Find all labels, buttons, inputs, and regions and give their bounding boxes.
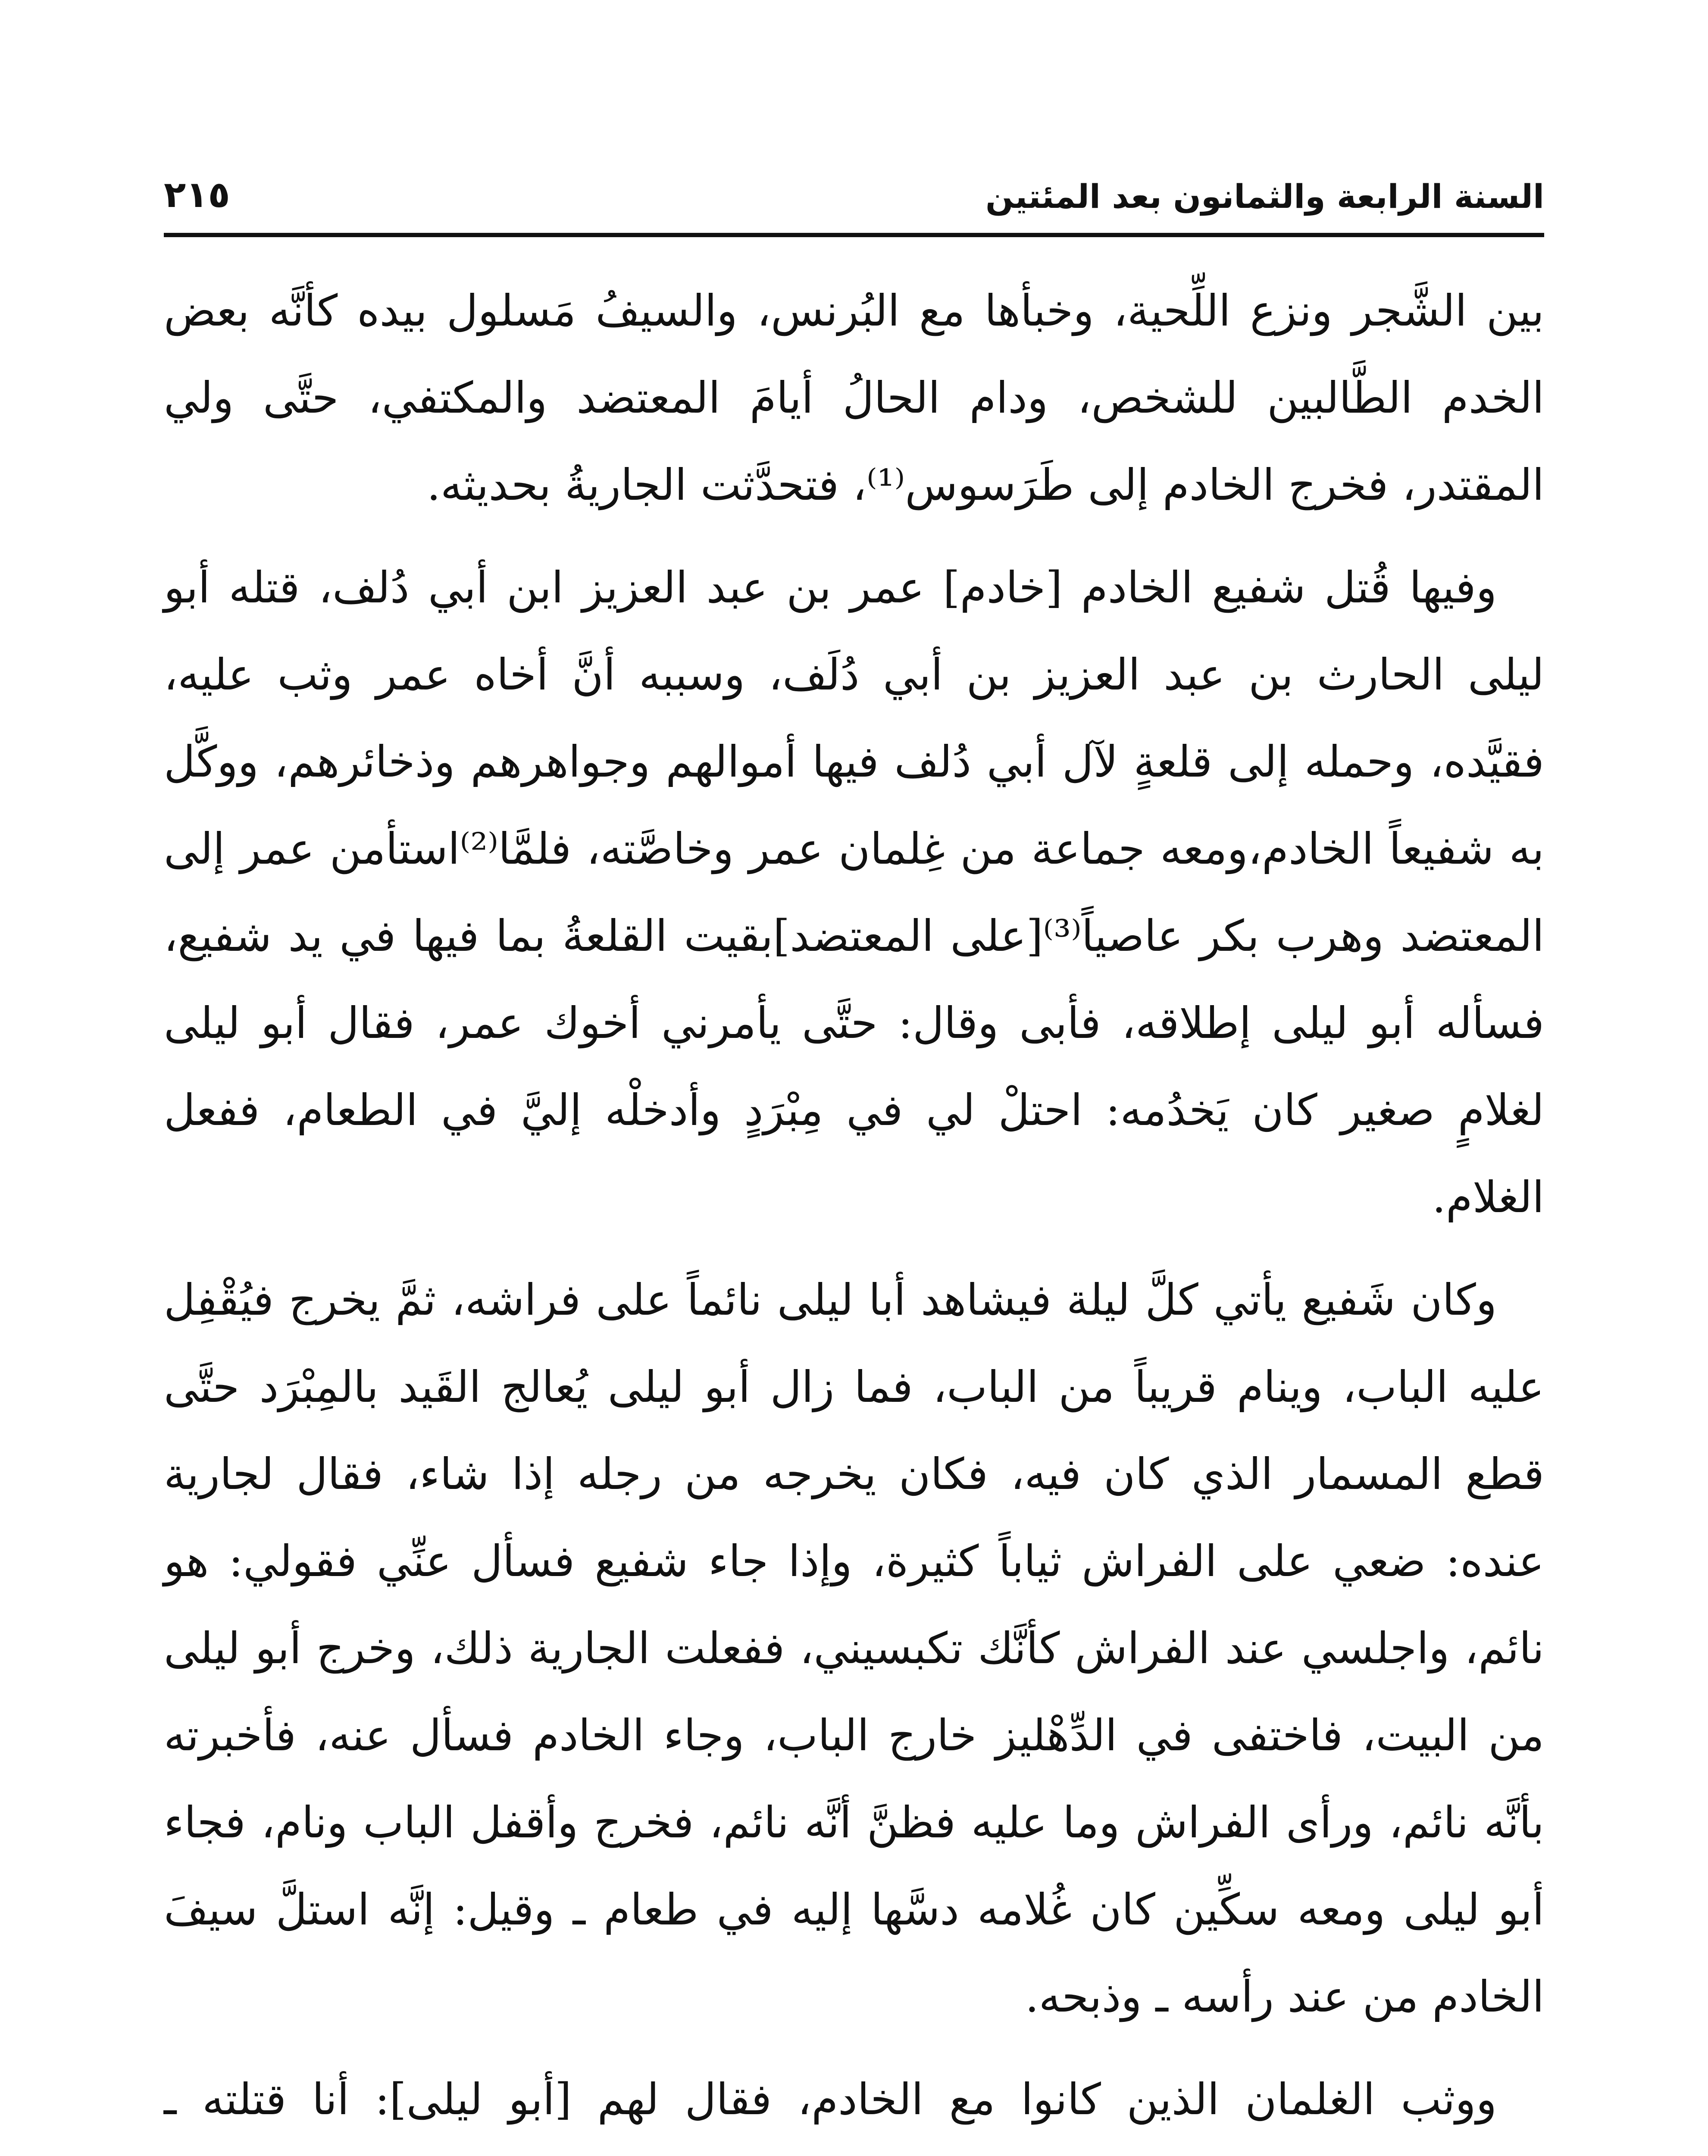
running-title: السنة الرابعة والثمانون بعد المئتين	[985, 177, 1544, 216]
paragraph-2: وفيها قُتل شفيع الخادم [خادم] عمر بن عبد العزيز ابن أبي دُلف، قتله أبو ليلى الحارث بن عبد العزيز بن أبي دُلَف، وسببه أنَّ أخاه عمر وثب عليه، فقيَّده، وحمله إلى قلعةٍ لآل أبي دُلف فيها أموالهم وجواهرهم وذخائرهم، ووكَّل به شفيعاً الخادم،ومعه جماعة من غِلمان عمر وخاصَّته، فلمَّا⁽²⁾استأمن عمر إلى المعتضد وهرب بكر عاصياً⁽³⁾[على المعتضد]بقيت القلعةُ بما فيها في يد شفيع، فسأله أبو ليلى إطلاقه، فأبى وقال: حتَّى يأمرني أخوك عمر، فقال أبو ليلى لغلامٍ صغير كان يَخدُمه: احتلْ لي في مِبْرَدٍ وأدخلْه إليَّ في الطعام، ففعل الغلام.	[164, 562, 1544, 1222]
paragraph-3: وكان شَفيع يأتي كلَّ ليلة فيشاهد أبا ليلى نائماً على فراشه، ثمَّ يخرج فيُقْفِل عليه الباب، وينام قريباً من الباب، فما زال أبو ليلى يُعالج القَيد بالمِبْرَد حتَّى قطع المسمار الذي كان فيه، فكان يخرجه من رجله إذا شاء، فقال لجارية عنده: ضعي على الفراش ثياباً كثيرة، وإذا جاء شفيع فسأل عنِّي فقولي: هو نائم، واجلسي عند الفراش كأنَّك تكبسيني، ففعلت الجارية ذلك، وخرج أبو ليلى من البيت، فاختفى في الدِّهْليز خارج الباب، وجاء الخادم فسأل عنه، فأخبرته بأنَّه نائم، ورأى الفراش وما عليه فظنَّ أنَّه نائم، فخرج وأقفل الباب ونام، فجاء أبو ليلى ومعه سكِّين كان غُلامه دسَّها إليه في طعام ـ وقيل: إنَّه استلَّ سيفَ الخادم من عند رأسه ـ وذبحه.	[164, 1275, 1544, 2022]
paragraph-1: بين الشَّجر ونزع اللِّحية، وخبأها مع البُرنس، والسيفُ مَسلول بيده كأنَّه بعض الخدم الطَّالبين للشخص، ودام الحالُ أيامَ المعتضد والمكتفي، حتَّى ولي المقتدر، فخرج الخادم إلى طَرَسوس⁽¹⁾، فتحدَّثت الجاريةُ بحديثه.	[164, 285, 1544, 510]
page-number: ٢١٥	[164, 173, 230, 216]
running-header	[164, 147, 1544, 216]
main-text	[164, 267, 1544, 2156]
header-rule	[164, 233, 1544, 237]
paragraph-4: ووثب الغلمان الذين كانوا مع الخادم، فقال لهم [أبو ليلى]: أنا قتلته ـ	[164, 2074, 1497, 2125]
